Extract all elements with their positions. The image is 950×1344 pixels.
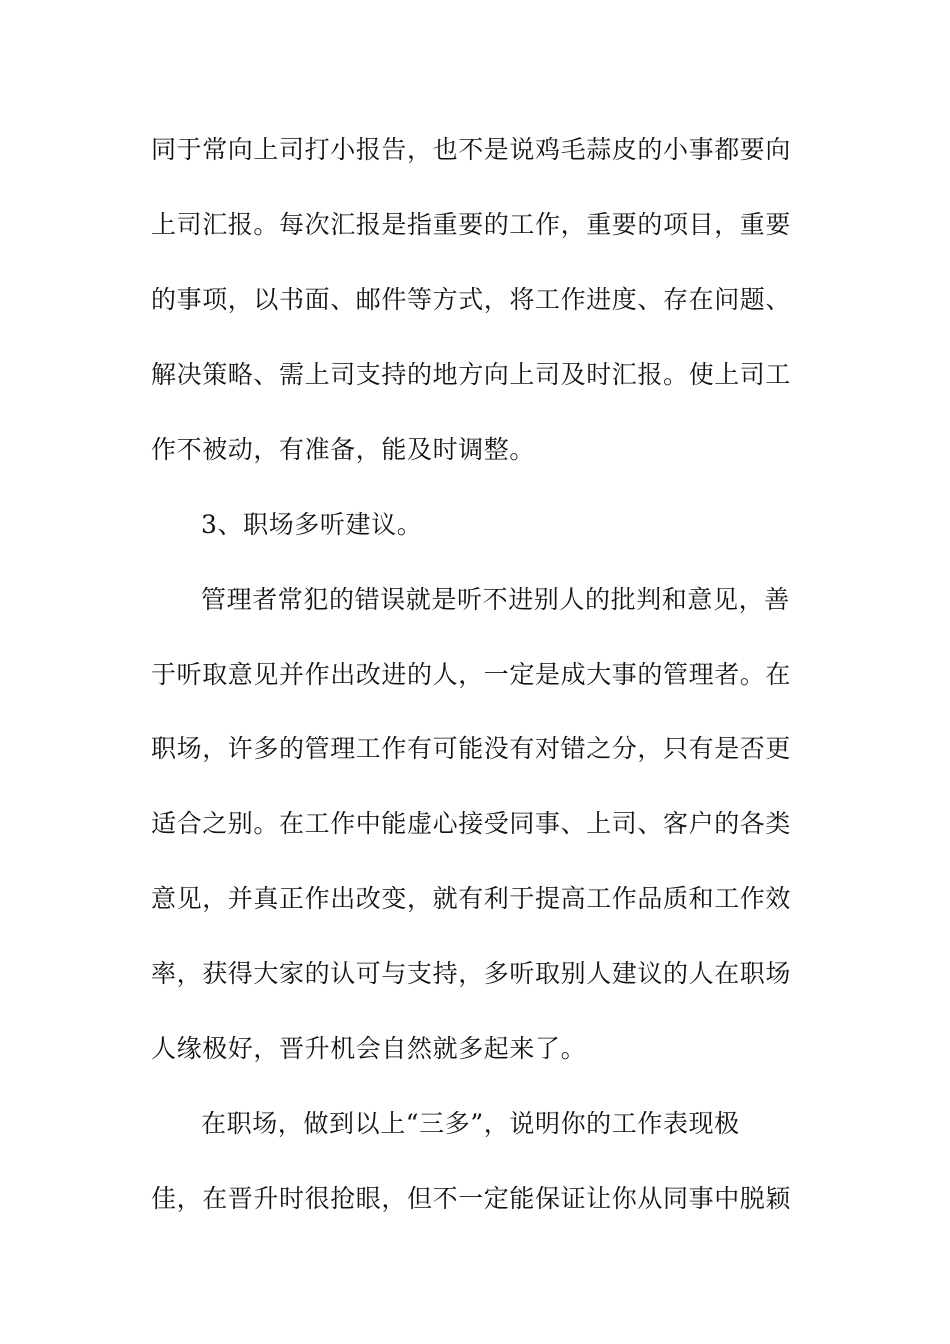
paragraph-line: 作不被动，有准备，能及时调整。 (151, 435, 536, 464)
paragraph-line: 适合之别。在工作中能虚心接受同事、上司、客户的各类 (151, 809, 792, 838)
paragraph-line: 人缘极好，晋升机会自然就多起来了。 (151, 1034, 587, 1063)
paragraph-line: 职场，许多的管理工作有可能没有对错之分，只有是否更 (151, 734, 792, 763)
paragraph-line: 意见，并真正作出改变，就有利于提高工作品质和工作效 (151, 884, 792, 913)
section-heading: 3、职场多听建议。 (201, 510, 423, 539)
paragraph-line: 解决策略、需上司支持的地方向上司及时汇报。使上司工 (151, 360, 792, 389)
paragraph-line: 率，获得大家的认可与支持，多听取别人建议的人在职场 (151, 959, 792, 988)
paragraph-line: 管理者常犯的错误就是听不进别人的批判和意见，善 (201, 585, 790, 614)
paragraph-line: 于听取意见并作出改进的人，一定是成大事的管理者。在 (151, 660, 792, 689)
paragraph-line: 上司汇报。每次汇报是指重要的工作，重要的项目，重要 (151, 210, 792, 239)
paragraph-line: 的事项，以书面、邮件等方式，将工作进度、存在问题、 (151, 285, 792, 314)
paragraph-line: 在职场，做到以上“三多”，说明你的工作表现极 (201, 1109, 740, 1138)
paragraph-line: 同于常向上司打小报告，也不是说鸡毛蒜皮的小事都要向 (151, 135, 792, 164)
paragraph-line: 佳，在晋升时很抢眼，但不一定能保证让你从同事中脱颖 (151, 1184, 792, 1213)
